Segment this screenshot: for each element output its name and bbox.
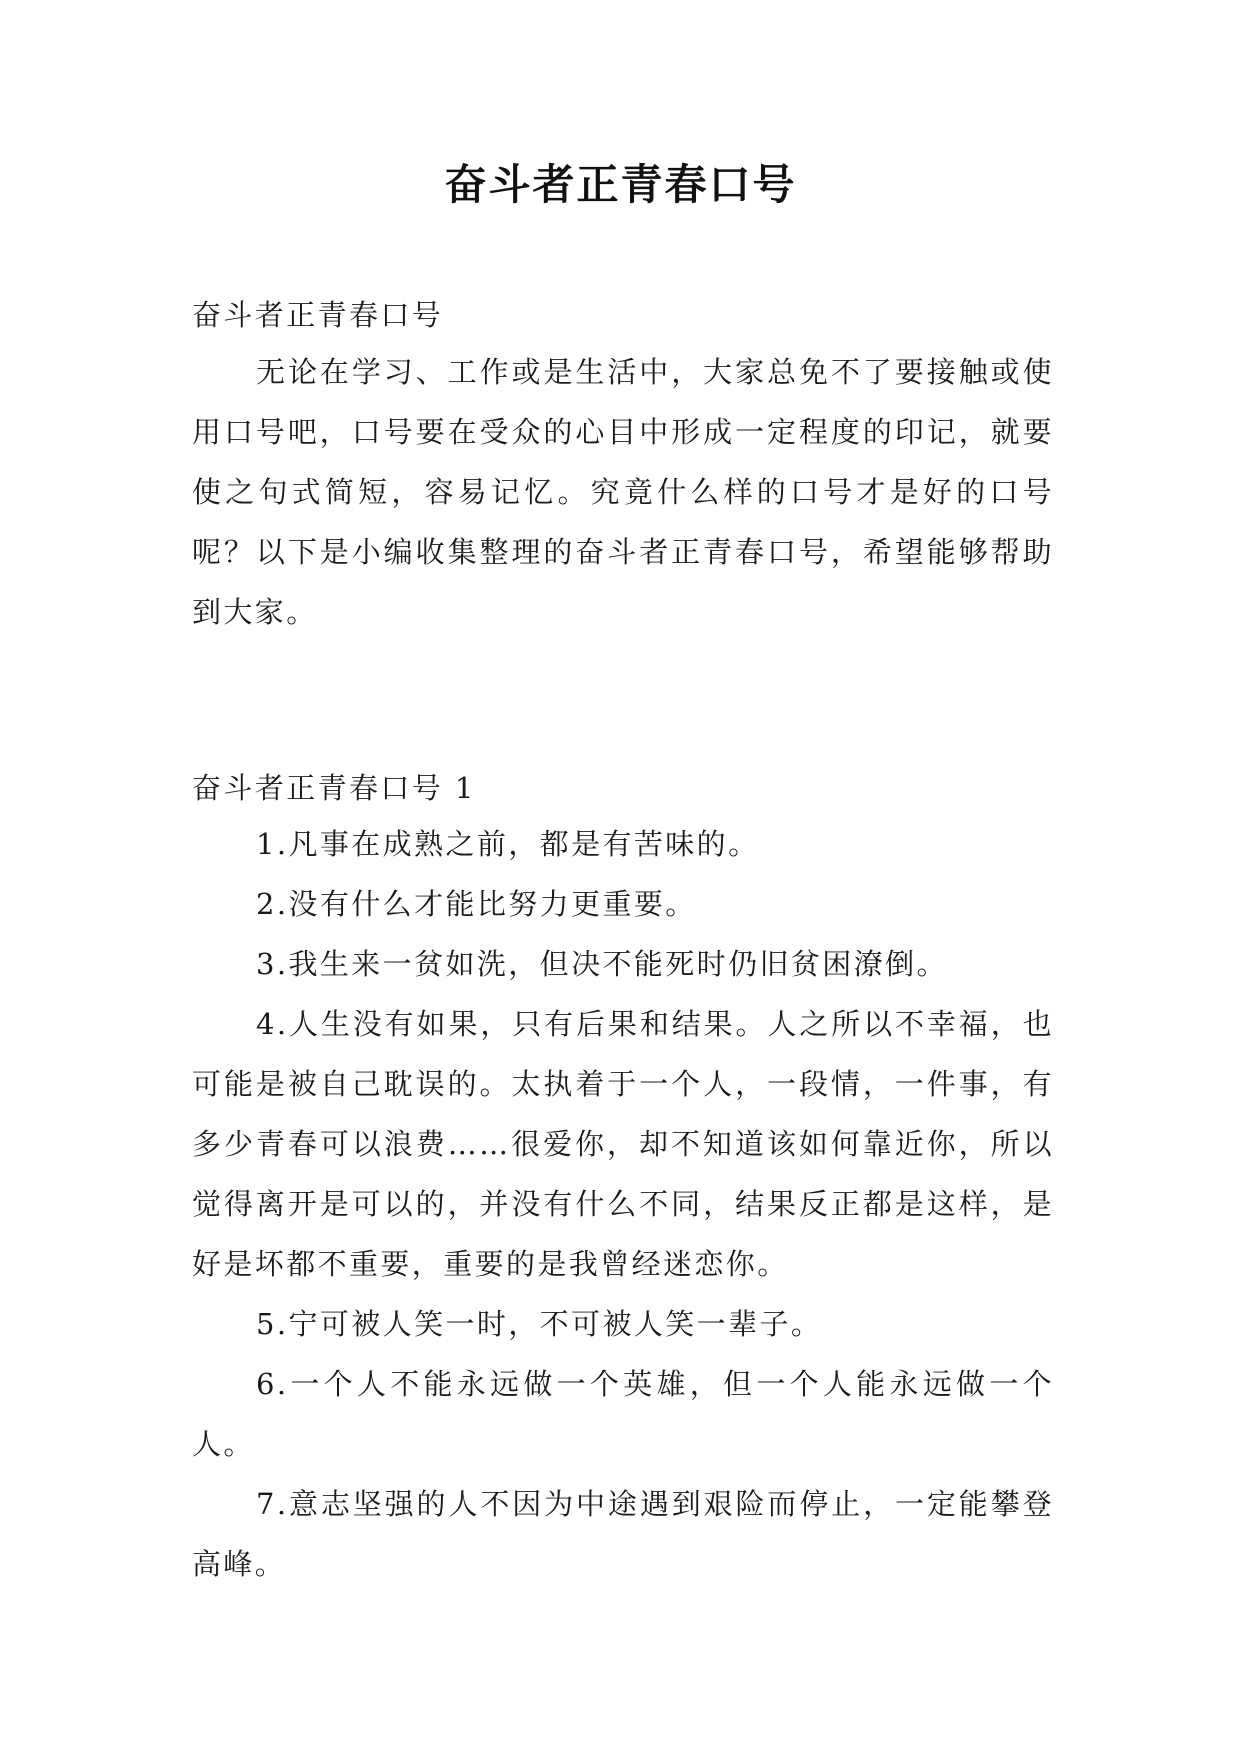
section-heading: 奋斗者正青春口号 1 — [192, 771, 476, 805]
slogan-item: 3.我生来一贫如洗，但决不能死时仍旧贫困潦倒。 — [256, 947, 948, 981]
slogan-list — [192, 814, 1054, 1594]
slogan-item: 4.人生没有如果，只有后果和结果。人之所以不幸福，也可能是被自己耽误的。太执着于一个人，一段情，一件事，有多少青春可以浪费……很爱你，却不知道该如何靠近你，所以觉得离开是可以的，并没有什么不同，结果反正都是这样，是好是坏都不重要，重要的是我曾经迷恋你。 — [192, 1007, 1054, 1281]
slogan-item: 2.没有什么才能比努力更重要。 — [256, 887, 697, 921]
document-title: 奋斗者正青春口号 — [444, 160, 797, 209]
slogan-item: 7.意志坚强的人不因为中途遇到艰险而停止，一定能攀登高峰。 — [192, 1487, 1054, 1581]
slogan-item: 6.一个人不能永远做一个英雄，但一个人能永远做一个人。 — [192, 1367, 1054, 1461]
slogan-item: 5.宁可被人笑一时，不可被人笑一辈子。 — [256, 1307, 823, 1341]
document-subtitle: 奋斗者正青春口号 — [192, 298, 444, 332]
slogan-item: 1.凡事在成熟之前，都是有苦味的。 — [256, 827, 760, 861]
intro-paragraph: 无论在学习、工作或是生活中，大家总免不了要接触或使用口号吧，口号要在受众的心目中形成一定程度的印记，就要使之句式简短，容易记忆。究竟什么样的口号才是好的口号呢？以下是小编收集整理的奋斗者正青春口号，希望能够帮助到大家。 — [192, 355, 1054, 629]
